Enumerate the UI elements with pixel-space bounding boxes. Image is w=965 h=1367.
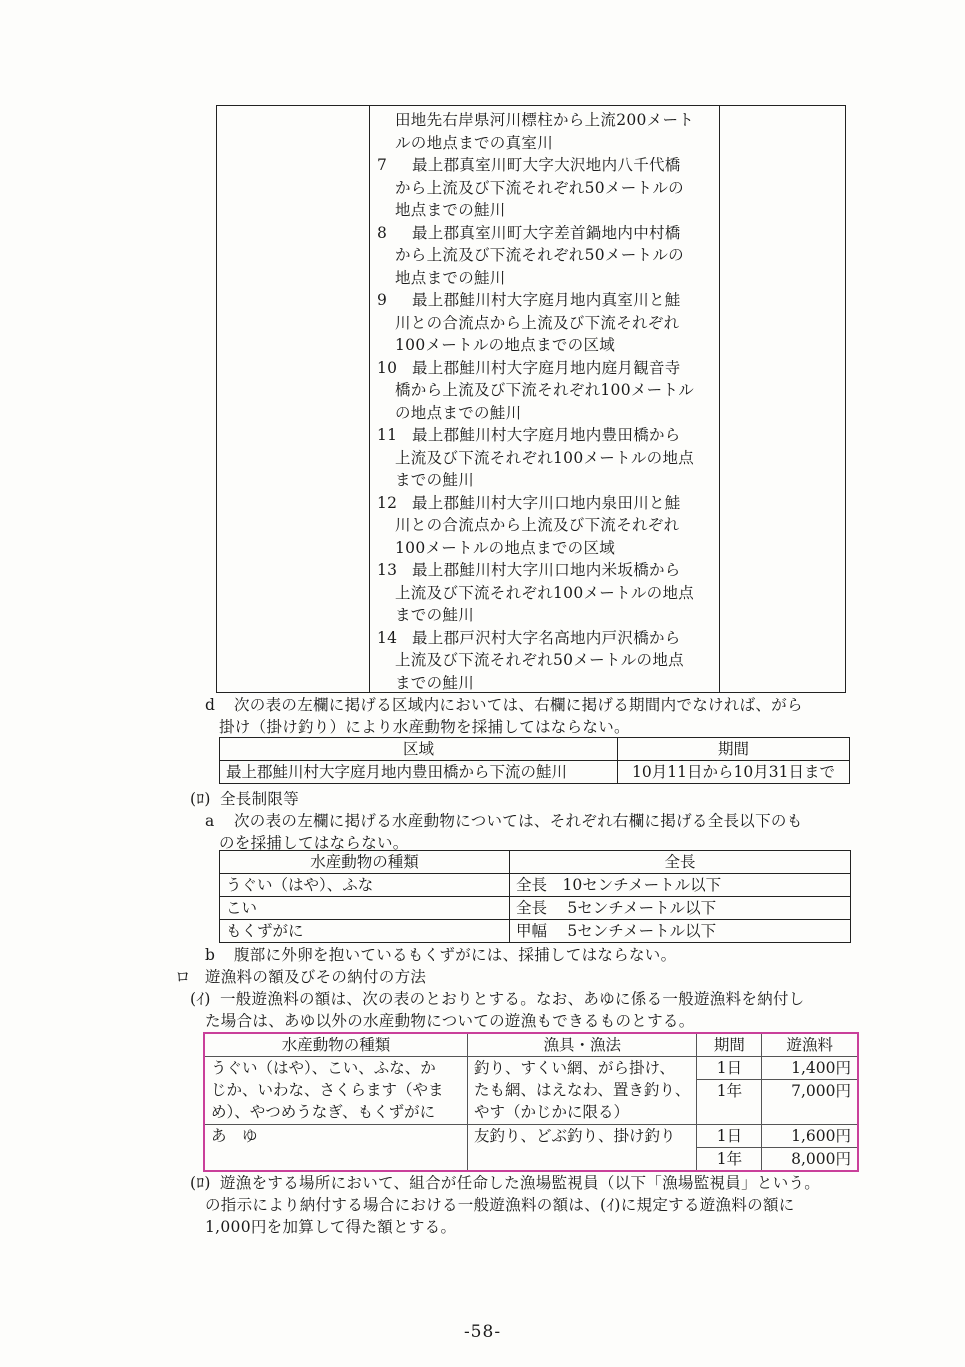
text-line: 最上郡戸沢村大字名高地内戸沢橋から [412,628,681,647]
area-list-item [377,424,717,492]
text-line: やす（かじかに限る） [474,1103,630,1121]
text-line: から上流及び下流それぞれ50メートルの [395,178,684,197]
table-cell: 甲幅 5センチメートル以下 [510,920,851,943]
section-fee-ro-line3: 1,000円を加算して得た額とする。 [205,1218,457,1236]
area-list-item [377,492,717,560]
text-line: 上流及び下流それぞれ50メートルの地点 [395,651,684,669]
text-line: までの鮭川 [395,673,475,692]
text-line: うぐい（はや）、こい、ふな、か [211,1059,436,1077]
text-line: までの鮭川 [395,606,475,624]
table-row [204,1057,858,1080]
species-cell: あ ゆ [204,1125,468,1172]
table-header: 遊漁料 [762,1033,858,1057]
section-ro-a-label: a [205,812,215,830]
text-line: 最上郡鮭川村大字庭月地内豊田橋から [412,426,681,444]
text-line: 最上郡鮭川村大字川口地内米坂橋から [412,561,681,579]
method-cell: 友釣り、どぶ釣り、掛け釣り [468,1125,697,1172]
fee-cell: 1,600円 [762,1125,858,1148]
text-line: 最上郡真室川町大字大沢地内八千代橋 [412,156,681,174]
table-cell: 全長 10センチメートル以下 [510,874,851,897]
area-list [377,109,717,694]
item-number: 9 [377,291,388,309]
table-row [204,1125,858,1148]
section-ro-label: (ﾛ) [190,790,211,808]
section-ro-title: 全長制限等 [220,790,300,808]
table-row [220,761,850,784]
text-line: 川との合流点から上流及び下流それぞれ [395,516,680,534]
table-row [220,920,851,943]
table-header-row [204,1033,858,1057]
table-cell: 全長 5センチメートル以下 [510,897,851,920]
species-cell [204,1057,468,1125]
fee-cell: 8,000円 [762,1148,858,1172]
section-d-text-line2: 掛け（掛け釣り）により水産動物を採捕してはならない。 [219,718,630,736]
area-list-item [377,357,717,425]
text-line: 上流及び下流それぞれ100メートルの地点 [395,448,695,467]
period-table [219,737,850,784]
text-line: ルの地点までの真室川 [395,133,554,152]
table-header: 水産動物の種類 [220,851,510,874]
area-list-item [377,559,717,627]
table-header: 水産動物の種類 [204,1033,468,1057]
section-fee-i-line2: た場合は、あゆ以外の水産動物についての遊漁もできるものとする。 [205,1012,695,1030]
text-line: め）、やつめうなぎ、もくずがに [211,1103,436,1121]
area-list-item [377,627,717,695]
fee-cell: 7,000円 [762,1080,858,1125]
item-number: 8 [377,223,388,242]
item-number: 7 [377,156,388,174]
section-fee-ro-line2: の指示により納付する場合における一般遊漁料の額は、(ｲ)に規定する遊漁料の額に [205,1196,795,1214]
section-d-text-line1: 次の表の左欄に掲げる区域内においては、右欄に掲げる期間内でなければ、がら [234,696,803,714]
area-list-item [377,222,717,290]
text-line: 最上郡鮭川村大字川口地内泉田川と鮭 [412,493,681,512]
text-line: 上流及び下流それぞれ100メートルの地点 [395,583,695,602]
section-ro-a-line1: 次の表の左欄に掲げる水産動物については、それぞれ右欄に掲げる全長以下のも [234,812,803,830]
table-cell: もくずがに [220,920,510,943]
text-line: 最上郡鮭川村大字庭月地内庭月観音寺 [412,358,681,377]
section-fee-i-label: (ｲ) [190,990,211,1008]
method-cell [468,1057,697,1125]
period-cell: 1日 [697,1057,762,1080]
text-line: 地点までの鮭川 [395,268,506,287]
period-cell: 1年 [697,1148,762,1172]
text-line: 田地先右岸県河川標柱から上流200メート [395,111,695,129]
text-line: 最上郡真室川町大字差首鍋地内中村橋 [412,223,681,242]
item-number: 11 [377,426,398,444]
text-line: の地点までの鮭川 [395,403,522,422]
period-cell: 1年 [697,1080,762,1125]
text-line: 釣り、すくい網、がら掛け、 [474,1059,675,1077]
item-number: 14 [377,628,398,647]
table-cell: こい [220,897,510,920]
text-line: 地点までの鮭川 [395,201,506,219]
table-cell: 最上郡鮭川村大字庭月地内豊田橋から下流の鮭川 [220,761,618,784]
section-d-label: d [205,696,216,714]
fee-cell: 1,400円 [762,1057,858,1080]
section-fee-title: 遊漁料の額及びその納付の方法 [205,968,427,986]
table-header: 全長 [510,851,851,874]
table-header: 期間 [697,1033,762,1057]
text-line: 最上郡鮭川村大字庭月地内真室川と鮭 [412,291,681,309]
text-line: じか、いわな、さくらます（やま [211,1081,444,1099]
period-cell: 1日 [697,1125,762,1148]
page-number: -58- [463,1322,502,1342]
text-line: までの鮭川 [395,471,475,489]
table-header: 区域 [220,738,618,761]
section-ro-a-line2: のを採捕してはならない。 [219,834,409,852]
text-line: から上流及び下流それぞれ50メートルの [395,246,684,264]
item-number: 10 [377,358,398,377]
table-cell: 10月11日から10月31日まで [618,761,850,784]
item-number: 13 [377,561,398,579]
table-cell: うぐい（はや）、ふな [220,874,510,897]
text-line: 川との合流点から上流及び下流それぞれ [395,313,680,332]
area-list-item [377,289,717,357]
table-row [220,897,851,920]
area-list-continuation [377,109,717,154]
section-fee-label: ロ [175,968,191,986]
text-line: 橋から上流及び下流それぞれ100メートル [395,381,695,399]
table-header: 漁具・漁法 [468,1033,697,1057]
area-table-left-column [217,106,370,692]
text-line: 100メートルの地点までの区域 [395,336,616,354]
area-table [216,105,846,693]
area-list-item [377,154,717,222]
section-fee-ro-line1: 遊漁をする場所において、組合が任命した漁場監視員（以下「漁場監視員」という。 [220,1174,821,1192]
table-row [220,874,851,897]
item-number: 12 [377,493,398,512]
text-line: 100メートルの地点までの区域 [395,538,616,557]
table-header: 期間 [618,738,850,761]
table-header-row [220,851,851,874]
area-table-right-column [719,106,845,692]
section-ro-b-text: 腹部に外卵を抱いているもくずがには、採捕してはならない。 [234,946,677,964]
text-line: たも網、はえなわ、置き釣り、 [474,1081,691,1099]
section-fee-ro-label: (ﾛ) [190,1174,211,1192]
table-header-row [220,738,850,761]
section-ro-b-label: b [205,946,216,964]
section-fee-i-line1: 一般遊漁料の額は、次の表のとおりとする。なお、あゆに係る一般遊漁料を納付し [220,990,805,1008]
length-limit-table [219,850,851,943]
fishing-fee-table [203,1032,859,1172]
